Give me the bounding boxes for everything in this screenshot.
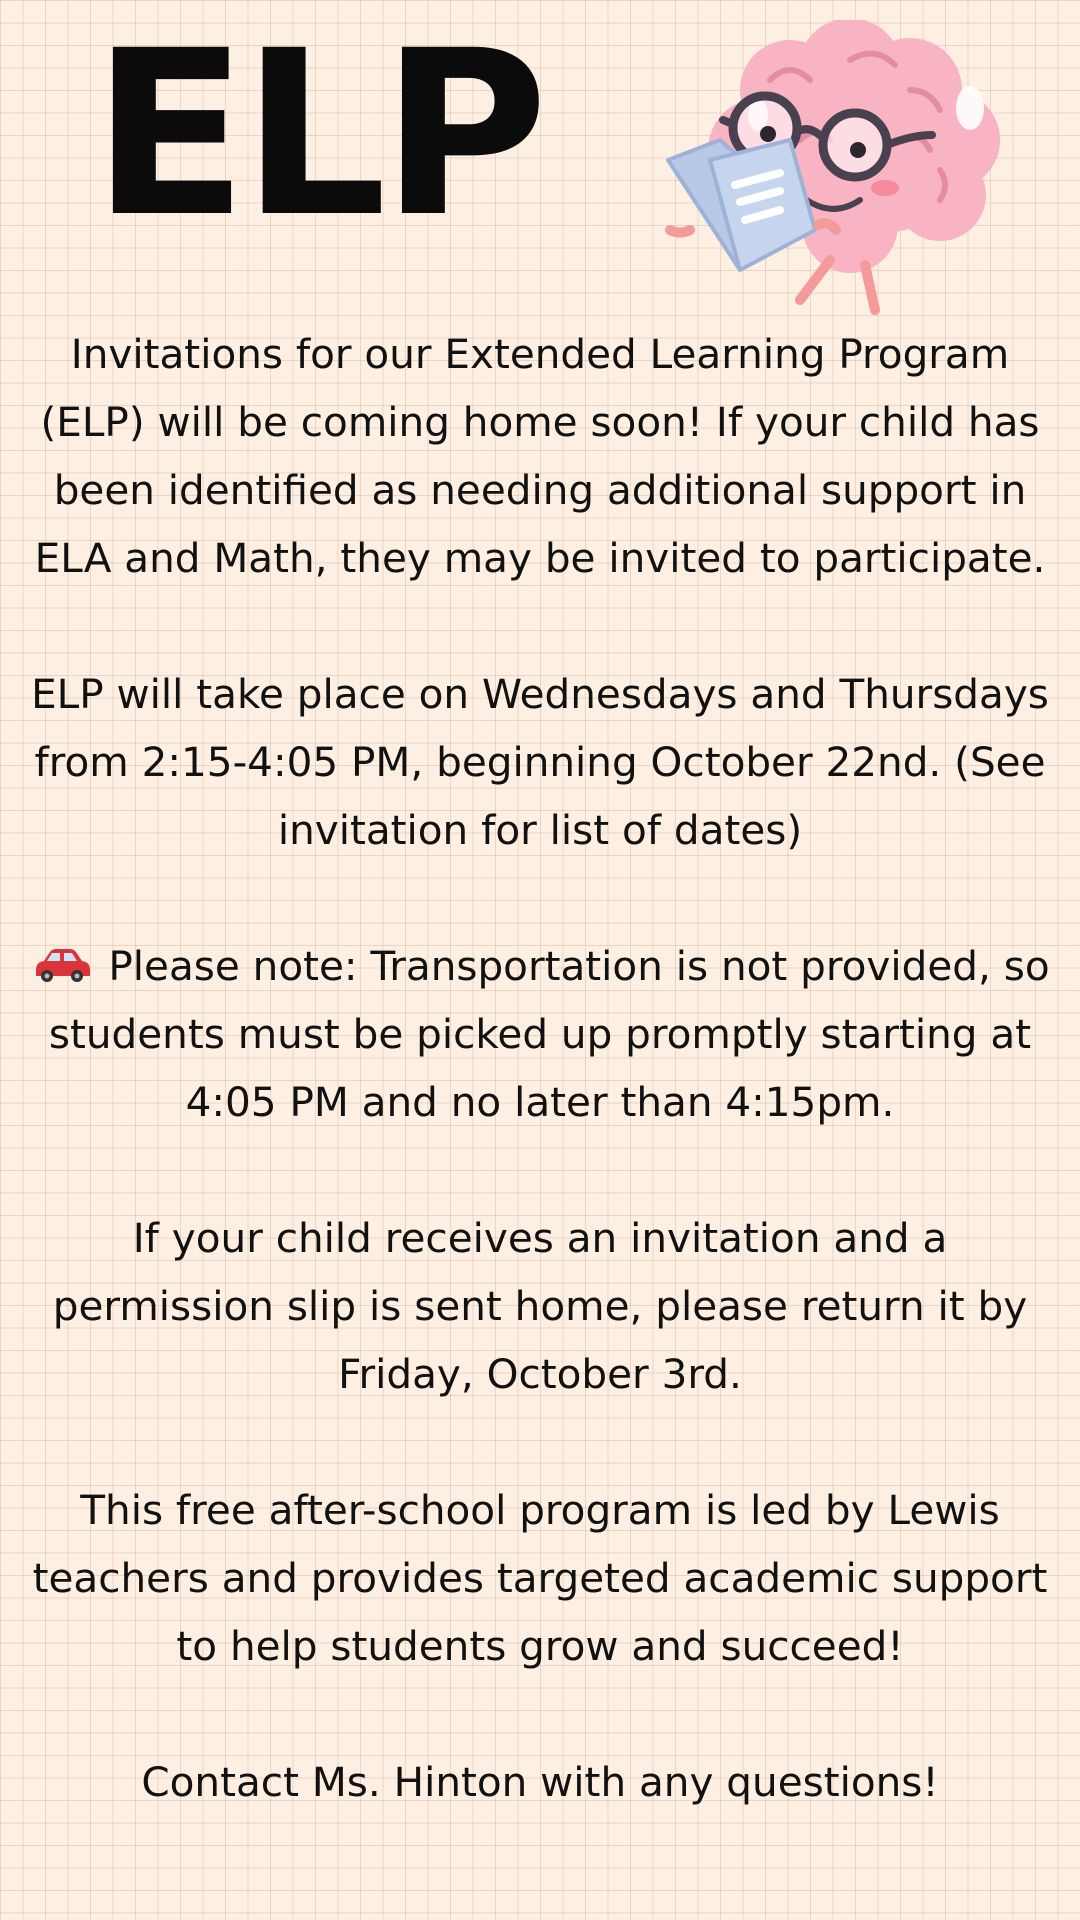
car-icon xyxy=(30,944,94,984)
paragraph-schedule: ELP will take place on Wednesdays and Thursdays from 2:15-4:05 PM, beginning October 22nd. (See invitation for list of dates) xyxy=(31,670,1049,854)
transportation-note-text: Please note: Transportation is not provided, so students must be picked up promptly starting at 4:05 PM and no later than 4:15pm. xyxy=(48,942,1050,1126)
page-title: ELP xyxy=(92,1,543,267)
paragraph-contact: Contact Ms. Hinton with any questions! xyxy=(141,1758,939,1806)
paragraph-transportation xyxy=(30,932,1050,1136)
book-icon xyxy=(668,140,815,270)
paragraph-invitations: Invitations for our Extended Learning Program (ELP) will be coming home soon! If your child has been identified as needing additional support in ELA and Math, they may be invited to participate. xyxy=(34,330,1046,582)
paragraph-permission-slip: If your child receives an invitation and a permission slip is sent home, please return it by Friday, October 3rd. xyxy=(52,1214,1028,1398)
brain-reading-book-icon xyxy=(650,20,1030,320)
paragraph-program-description: This free after-school program is led by Lewis teachers and provides targeted academic support to help students grow and succeed! xyxy=(32,1486,1048,1670)
announcement-body xyxy=(30,320,1050,1816)
